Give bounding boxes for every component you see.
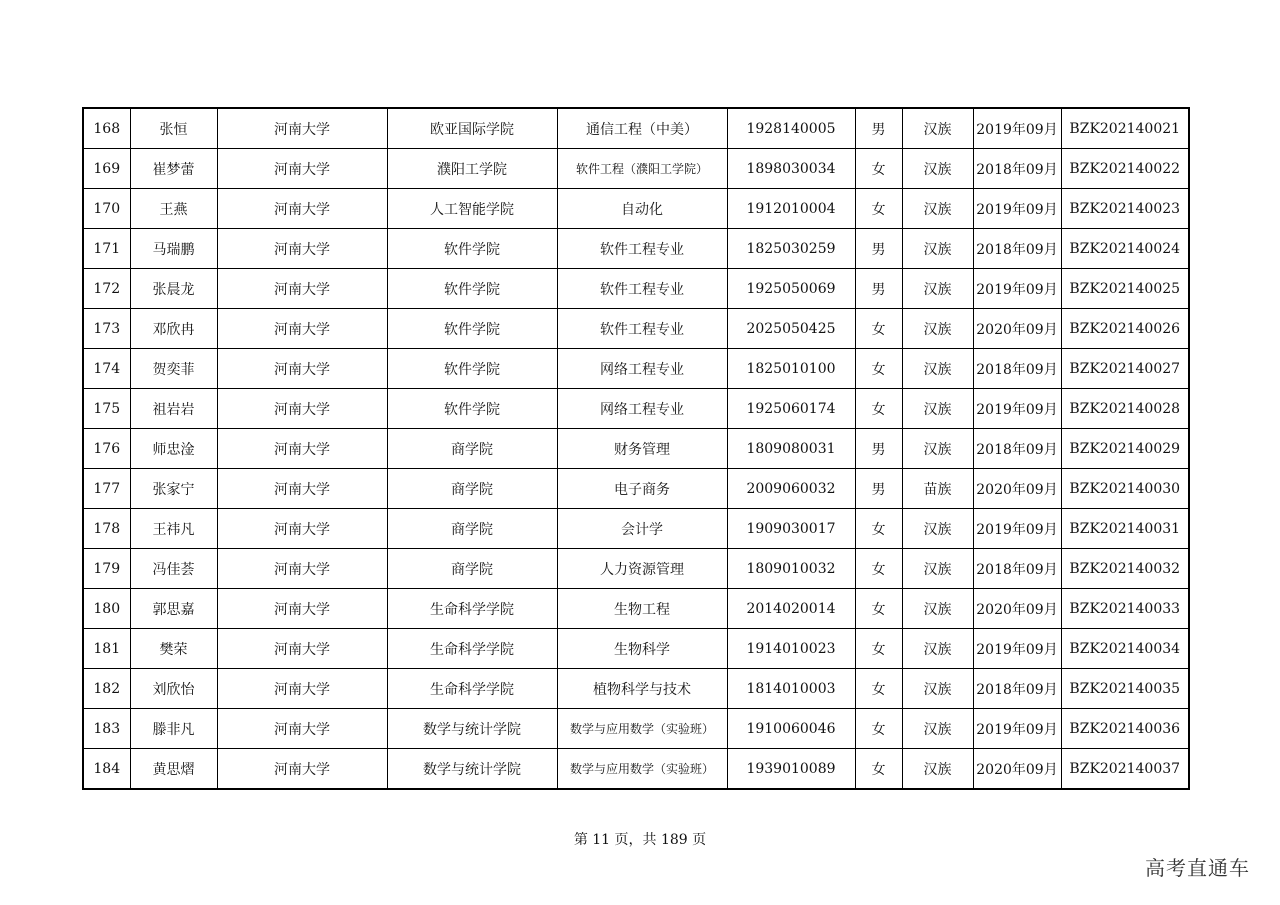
cell-major: 软件工程（濮阳工学院）: [557, 149, 727, 189]
cell-college: 人工智能学院: [387, 189, 557, 229]
cell-enrollment-date: 2020年09月: [973, 469, 1061, 509]
cell-gender: 女: [855, 749, 902, 790]
cell-gender: 女: [855, 709, 902, 749]
cell-cert-number: BZK202140036: [1061, 709, 1189, 749]
cell-cert-number: BZK202140023: [1061, 189, 1189, 229]
cell-seq: 170: [83, 189, 130, 229]
cell-student-id: 2014020014: [727, 589, 855, 629]
cell-college: 软件学院: [387, 349, 557, 389]
cell-student-id: 1814010003: [727, 669, 855, 709]
cell-university: 河南大学: [217, 669, 387, 709]
page-footer: 第 11 页，共 189 页: [573, 832, 707, 848]
cell-student-id: 2025050425: [727, 309, 855, 349]
cell-major: 网络工程专业: [557, 349, 727, 389]
cell-name: 滕非凡: [130, 709, 217, 749]
table-row: [83, 229, 1189, 269]
table-row: [83, 349, 1189, 389]
cell-cert-number: BZK202140033: [1061, 589, 1189, 629]
cell-enrollment-date: 2020年09月: [973, 749, 1061, 790]
cell-major: 生物工程: [557, 589, 727, 629]
cell-ethnicity: 汉族: [902, 189, 973, 229]
cell-gender: 女: [855, 629, 902, 669]
cell-university: 河南大学: [217, 309, 387, 349]
table-row: [83, 589, 1189, 629]
cell-major: 软件工程专业: [557, 229, 727, 269]
cell-enrollment-date: 2018年09月: [973, 549, 1061, 589]
cell-ethnicity: 汉族: [902, 229, 973, 269]
cell-cert-number: BZK202140031: [1061, 509, 1189, 549]
cell-seq: 178: [83, 509, 130, 549]
cell-cert-number: BZK202140030: [1061, 469, 1189, 509]
cell-cert-number: BZK202140029: [1061, 429, 1189, 469]
cell-gender: 女: [855, 149, 902, 189]
cell-college: 生命科学学院: [387, 669, 557, 709]
cell-ethnicity: 汉族: [902, 669, 973, 709]
table-row: [83, 749, 1189, 790]
cell-cert-number: BZK202140028: [1061, 389, 1189, 429]
cell-university: 河南大学: [217, 429, 387, 469]
cell-ethnicity: 汉族: [902, 269, 973, 309]
cell-cert-number: BZK202140021: [1061, 108, 1189, 149]
cell-seq: 169: [83, 149, 130, 189]
cell-university: 河南大学: [217, 229, 387, 269]
cell-gender: 女: [855, 309, 902, 349]
cell-university: 河南大学: [217, 469, 387, 509]
cell-seq: 171: [83, 229, 130, 269]
cell-university: 河南大学: [217, 149, 387, 189]
cell-enrollment-date: 2019年09月: [973, 709, 1061, 749]
cell-student-id: 1825030259: [727, 229, 855, 269]
cell-university: 河南大学: [217, 549, 387, 589]
cell-cert-number: BZK202140026: [1061, 309, 1189, 349]
cell-ethnicity: 汉族: [902, 589, 973, 629]
table-row: [83, 629, 1189, 669]
cell-college: 生命科学学院: [387, 629, 557, 669]
cell-name: 郭思嘉: [130, 589, 217, 629]
cell-seq: 179: [83, 549, 130, 589]
cell-seq: 174: [83, 349, 130, 389]
table-row: [83, 429, 1189, 469]
cell-ethnicity: 汉族: [902, 629, 973, 669]
table-row: [83, 189, 1189, 229]
table-row: [83, 469, 1189, 509]
cell-university: 河南大学: [217, 749, 387, 790]
cell-major: 电子商务: [557, 469, 727, 509]
cell-ethnicity: 汉族: [902, 309, 973, 349]
cell-name: 师忠淦: [130, 429, 217, 469]
cell-student-id: 1909030017: [727, 509, 855, 549]
table-row: [83, 309, 1189, 349]
cell-college: 软件学院: [387, 269, 557, 309]
cell-name: 崔梦蕾: [130, 149, 217, 189]
cell-major: 植物科学与技术: [557, 669, 727, 709]
cell-student-id: 1825010100: [727, 349, 855, 389]
cell-cert-number: BZK202140032: [1061, 549, 1189, 589]
cell-enrollment-date: 2018年09月: [973, 429, 1061, 469]
cell-gender: 男: [855, 469, 902, 509]
cell-ethnicity: 汉族: [902, 429, 973, 469]
cell-gender: 女: [855, 189, 902, 229]
cell-student-id: 1925050069: [727, 269, 855, 309]
table-row: [83, 269, 1189, 309]
cell-university: 河南大学: [217, 509, 387, 549]
cell-ethnicity: 苗族: [902, 469, 973, 509]
cell-seq: 175: [83, 389, 130, 429]
cell-seq: 184: [83, 749, 130, 790]
cell-seq: 173: [83, 309, 130, 349]
cell-ethnicity: 汉族: [902, 709, 973, 749]
table-row: [83, 108, 1189, 149]
cell-name: 王燕: [130, 189, 217, 229]
cell-enrollment-date: 2020年09月: [973, 309, 1061, 349]
cell-major: 通信工程（中美）: [557, 108, 727, 149]
cell-name: 张晨龙: [130, 269, 217, 309]
cell-student-id: 1914010023: [727, 629, 855, 669]
cell-gender: 女: [855, 349, 902, 389]
cell-gender: 女: [855, 389, 902, 429]
cell-major: 网络工程专业: [557, 389, 727, 429]
cell-seq: 180: [83, 589, 130, 629]
cell-university: 河南大学: [217, 389, 387, 429]
table-row: [83, 669, 1189, 709]
cell-student-id: 1809080031: [727, 429, 855, 469]
cell-ethnicity: 汉族: [902, 108, 973, 149]
cell-name: 贺奕菲: [130, 349, 217, 389]
cell-student-id: 2009060032: [727, 469, 855, 509]
cell-college: 濮阳工学院: [387, 149, 557, 189]
cell-student-id: 1939010089: [727, 749, 855, 790]
cell-university: 河南大学: [217, 108, 387, 149]
cell-name: 祖岩岩: [130, 389, 217, 429]
cell-college: 软件学院: [387, 309, 557, 349]
cell-cert-number: BZK202140024: [1061, 229, 1189, 269]
cell-seq: 182: [83, 669, 130, 709]
cell-college: 生命科学学院: [387, 589, 557, 629]
cell-enrollment-date: 2019年09月: [973, 189, 1061, 229]
cell-seq: 172: [83, 269, 130, 309]
cell-name: 冯佳荟: [130, 549, 217, 589]
cell-student-id: 1928140005: [727, 108, 855, 149]
cell-ethnicity: 汉族: [902, 349, 973, 389]
table-row: [83, 709, 1189, 749]
cell-cert-number: BZK202140027: [1061, 349, 1189, 389]
cell-gender: 女: [855, 589, 902, 629]
cell-gender: 男: [855, 429, 902, 469]
cell-gender: 女: [855, 669, 902, 709]
cell-major: 会计学: [557, 509, 727, 549]
student-roster-table: [82, 107, 1190, 790]
cell-cert-number: BZK202140034: [1061, 629, 1189, 669]
cell-enrollment-date: 2019年09月: [973, 389, 1061, 429]
cell-gender: 男: [855, 108, 902, 149]
table-row: [83, 549, 1189, 589]
cell-seq: 177: [83, 469, 130, 509]
roster-body: [83, 108, 1189, 789]
cell-major: 自动化: [557, 189, 727, 229]
cell-college: 软件学院: [387, 389, 557, 429]
cell-university: 河南大学: [217, 709, 387, 749]
cell-gender: 女: [855, 509, 902, 549]
cell-seq: 181: [83, 629, 130, 669]
cell-name: 马瑞鹏: [130, 229, 217, 269]
cell-college: 商学院: [387, 469, 557, 509]
cell-student-id: 1898030034: [727, 149, 855, 189]
cell-name: 刘欣怡: [130, 669, 217, 709]
cell-enrollment-date: 2018年09月: [973, 669, 1061, 709]
cell-enrollment-date: 2019年09月: [973, 269, 1061, 309]
cell-college: 数学与统计学院: [387, 749, 557, 790]
cell-university: 河南大学: [217, 629, 387, 669]
cell-college: 数学与统计学院: [387, 709, 557, 749]
cell-major: 人力资源管理: [557, 549, 727, 589]
cell-ethnicity: 汉族: [902, 389, 973, 429]
cell-cert-number: BZK202140037: [1061, 749, 1189, 790]
cell-enrollment-date: 2018年09月: [973, 349, 1061, 389]
cell-enrollment-date: 2019年09月: [973, 509, 1061, 549]
cell-name: 樊荣: [130, 629, 217, 669]
cell-student-id: 1925060174: [727, 389, 855, 429]
cell-name: 黄思熠: [130, 749, 217, 790]
cell-cert-number: BZK202140022: [1061, 149, 1189, 189]
table-row: [83, 149, 1189, 189]
cell-major: 软件工程专业: [557, 309, 727, 349]
cell-ethnicity: 汉族: [902, 509, 973, 549]
cell-name: 邓欣冉: [130, 309, 217, 349]
cell-cert-number: BZK202140035: [1061, 669, 1189, 709]
cell-enrollment-date: 2018年09月: [973, 229, 1061, 269]
cell-enrollment-date: 2018年09月: [973, 149, 1061, 189]
cell-name: 王祎凡: [130, 509, 217, 549]
cell-student-id: 1809010032: [727, 549, 855, 589]
watermark-text: 高考直通车: [1145, 856, 1250, 880]
table-row: [83, 509, 1189, 549]
cell-ethnicity: 汉族: [902, 149, 973, 189]
cell-student-id: 1912010004: [727, 189, 855, 229]
cell-gender: 女: [855, 549, 902, 589]
cell-college: 商学院: [387, 509, 557, 549]
table-row: [83, 389, 1189, 429]
cell-name: 张恒: [130, 108, 217, 149]
cell-enrollment-date: 2019年09月: [973, 629, 1061, 669]
cell-college: 商学院: [387, 429, 557, 469]
cell-major: 财务管理: [557, 429, 727, 469]
cell-ethnicity: 汉族: [902, 549, 973, 589]
cell-gender: 男: [855, 229, 902, 269]
cell-university: 河南大学: [217, 189, 387, 229]
cell-student-id: 1910060046: [727, 709, 855, 749]
cell-college: 软件学院: [387, 229, 557, 269]
cell-enrollment-date: 2019年09月: [973, 108, 1061, 149]
cell-college: 欧亚国际学院: [387, 108, 557, 149]
cell-major: 软件工程专业: [557, 269, 727, 309]
cell-university: 河南大学: [217, 349, 387, 389]
cell-university: 河南大学: [217, 589, 387, 629]
cell-seq: 176: [83, 429, 130, 469]
cell-college: 商学院: [387, 549, 557, 589]
cell-enrollment-date: 2020年09月: [973, 589, 1061, 629]
cell-seq: 183: [83, 709, 130, 749]
cell-gender: 男: [855, 269, 902, 309]
cell-major: 数学与应用数学（实验班）: [557, 709, 727, 749]
cell-cert-number: BZK202140025: [1061, 269, 1189, 309]
cell-name: 张家宁: [130, 469, 217, 509]
cell-ethnicity: 汉族: [902, 749, 973, 790]
cell-university: 河南大学: [217, 269, 387, 309]
cell-major: 数学与应用数学（实验班）: [557, 749, 727, 790]
cell-seq: 168: [83, 108, 130, 149]
cell-major: 生物科学: [557, 629, 727, 669]
